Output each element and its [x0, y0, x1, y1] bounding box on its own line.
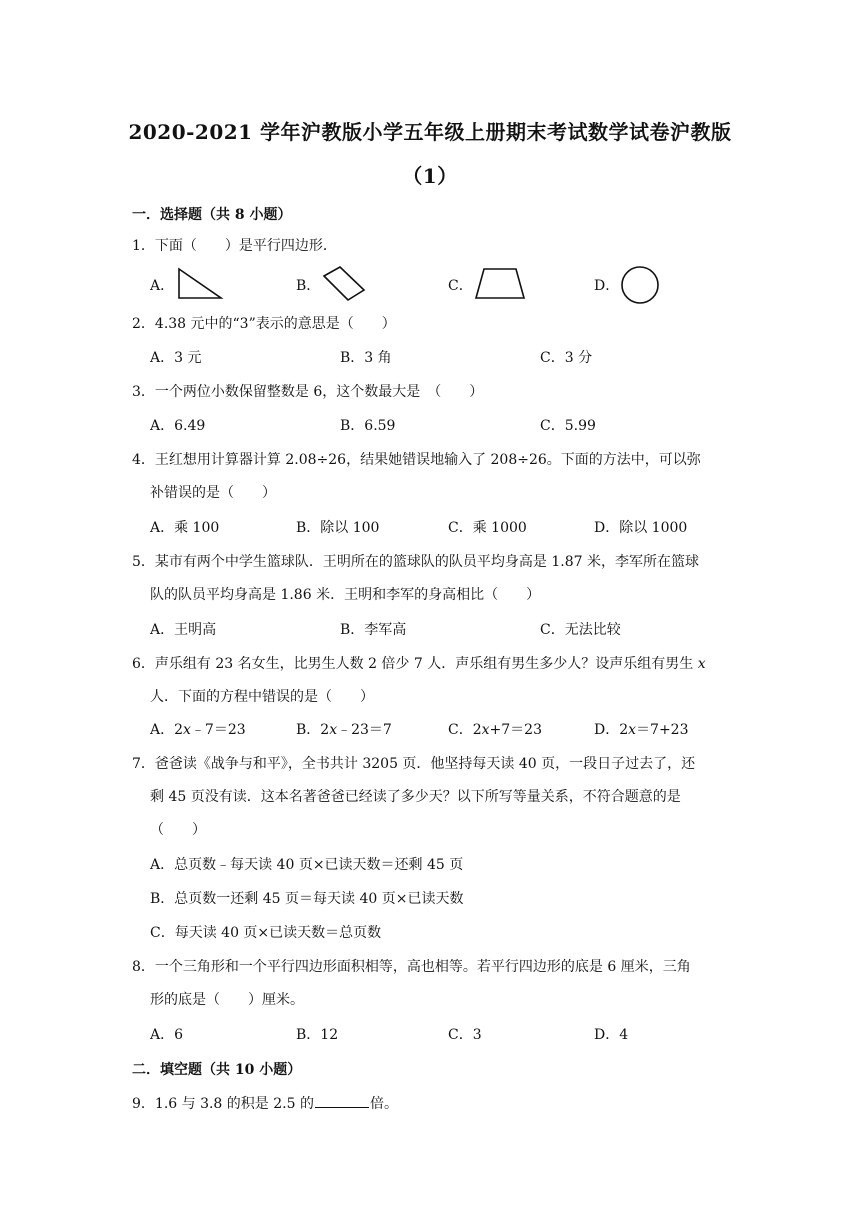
circle-shape — [618, 264, 662, 306]
question-5-option-a: A．王明高 — [150, 622, 217, 638]
question-6-line1-text: 6．声乐组有 23 名女生，比男生人数 2 倍少 7 人．声乐组有男生多少人？设声乐组有男生 — [132, 656, 694, 672]
trapezoid-shape — [472, 266, 528, 302]
option-c-suffix: +7＝23 — [489, 722, 542, 738]
question-9-prefix: 9．1.6 与 3.8 的积是 2.5 的 — [132, 1096, 314, 1112]
question-5-stem-line2: 队的队员平均身高是 1.86 米．王明和李军的身高相比（ ） — [150, 587, 541, 603]
question-6-option-b — [296, 720, 392, 740]
question-8-option-a: A．6 — [150, 1027, 184, 1043]
question-3-option-c: C．5.99 — [540, 418, 596, 434]
exam-title: 2020-2021 学年沪教版小学五年级上册期末考试数学试卷沪教版 — [128, 120, 732, 144]
section-fill-heading: 二．填空题（共 10 小题） — [132, 1062, 302, 1078]
question-2-option-c: C．3 分 — [540, 350, 593, 366]
question-1-option-c: C． — [448, 278, 473, 294]
question-7-stem-line3: （ ） — [150, 822, 206, 838]
option-b-suffix: ﹣23＝7 — [337, 722, 392, 738]
question-6-option-a — [150, 720, 246, 740]
question-4-stem-line1: 4．王红想用计算器计算 2.08÷26，结果她错误地输入了 208÷26。下面的方法中，可以弥 — [132, 452, 701, 468]
question-1-stem: 1．下面（ ）是平行四边形． — [132, 238, 337, 254]
question-2-option-b: B．3 角 — [340, 350, 392, 366]
question-4-option-d: D．除以 1000 — [594, 520, 688, 536]
question-7-stem-line1: 7．爸爸读《战争与和平》，全书共计 3205 页．他坚持每天读 40 页，一段日子过去了，还 — [132, 756, 696, 772]
question-7-option-b: B．总页数一还剩 45 页＝每天读 40 页×已读天数 — [150, 891, 464, 907]
option-c-variable: x — [481, 722, 490, 738]
question-7-option-a: A．总页数﹣每天读 40 页×已读天数＝还剩 45 页 — [150, 857, 464, 873]
question-6-option-d — [594, 720, 689, 740]
question-9-suffix: 倍。 — [369, 1096, 398, 1112]
question-6-line1-variable: x — [697, 656, 706, 672]
option-b-prefix: B．2 — [296, 722, 330, 738]
question-8-option-b: B．12 — [296, 1027, 339, 1043]
option-d-prefix: D．2 — [594, 722, 629, 738]
question-1-option-a: A． — [150, 278, 175, 294]
option-d-suffix: ＝7+23 — [636, 722, 689, 738]
option-a-variable: x — [183, 722, 191, 738]
answer-blank[interactable] — [315, 1093, 369, 1108]
question-1-option-b: B． — [296, 278, 321, 294]
question-5-stem-line1: 5．某市有两个中学生篮球队．王明所在的篮球队的队员平均身高是 1.87 米，李军所在篮球 — [132, 554, 699, 570]
option-c-prefix: C．2 — [448, 722, 482, 738]
question-8-option-c: C．3 — [448, 1027, 482, 1043]
exam-title-number: （1） — [402, 164, 458, 188]
option-b-variable: x — [329, 722, 338, 738]
tilted-rectangle-shape — [318, 264, 370, 304]
question-8-option-d: D．4 — [594, 1027, 629, 1043]
question-3-stem: 3．一个两位小数保留整数是 6，这个数最大是 （ ） — [132, 384, 484, 400]
question-2-option-a: A．3 元 — [150, 350, 202, 366]
question-4-option-a: A．乘 100 — [150, 520, 220, 536]
question-6-stem-line2: 人．下面的方程中错误的是（ ） — [150, 689, 374, 705]
question-2-stem: 2．4.38 元中的“3”表示的意思是（ ） — [132, 316, 396, 332]
section-choice-heading: 一．选择题（共 8 小题） — [132, 207, 292, 223]
question-3-option-b: B．6.59 — [340, 418, 396, 434]
question-4-option-b: B．除以 100 — [296, 520, 380, 536]
question-9-stem — [132, 1093, 732, 1114]
question-4-option-c: C．乘 1000 — [448, 520, 527, 536]
question-4-stem-line2: 补错误的是（ ） — [150, 485, 276, 501]
question-8-stem-line1: 8．一个三角形和一个平行四边形面积相等，高也相等。若平行四边形的底是 6 厘米，三角 — [132, 959, 691, 975]
option-d-variable: x — [628, 722, 637, 738]
question-3-option-a: A．6.49 — [150, 418, 206, 434]
question-1-option-d: D． — [594, 278, 620, 294]
question-6-stem-line1 — [132, 654, 732, 674]
question-7-stem-line2: 剩 45 页没有读．这本名著爸爸已经读了多少天？以下所写等量关系，不符合题意的是 — [150, 789, 681, 805]
question-7-option-c: C．每天读 40 页×已读天数＝总页数 — [150, 925, 382, 941]
right-triangle-shape — [175, 266, 225, 302]
option-a-suffix: ﹣7＝23 — [190, 722, 246, 738]
question-5-option-b: B．李军高 — [340, 622, 407, 638]
question-8-stem-line2: 形的底是（ ）厘米。 — [150, 992, 304, 1008]
question-5-option-c: C．无法比较 — [540, 622, 621, 638]
option-a-prefix: A．2 — [150, 722, 184, 738]
question-6-option-c — [448, 720, 542, 740]
